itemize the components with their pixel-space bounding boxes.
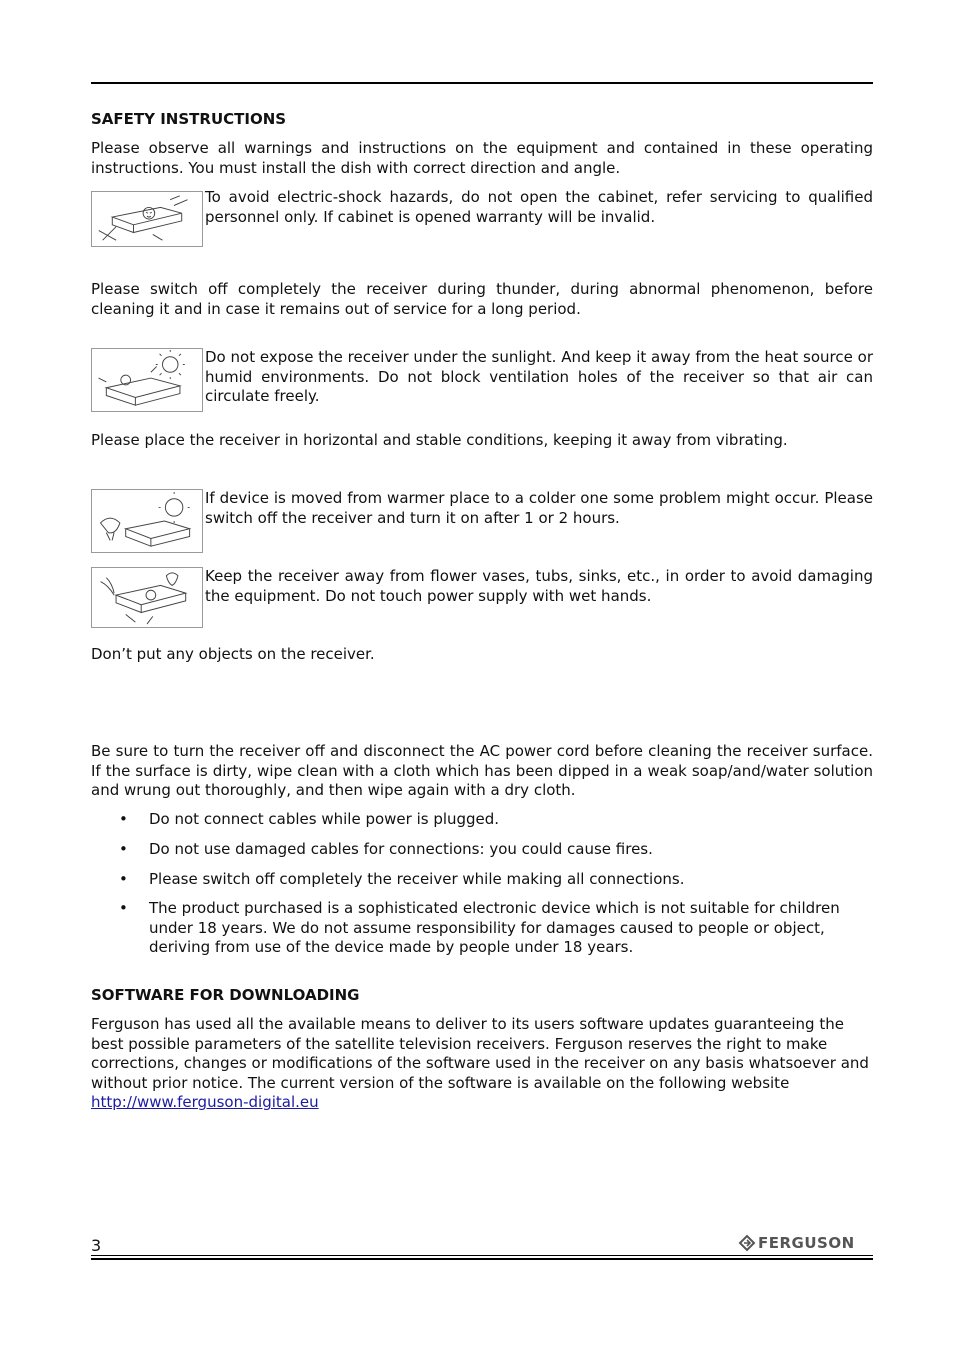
footer-rule-thin bbox=[91, 1255, 873, 1256]
list-item: • Do not use damaged cables for connections: you could cause fires. bbox=[119, 839, 653, 858]
bullet-icon: • bbox=[119, 810, 128, 828]
safety-bullet-list bbox=[91, 810, 873, 958]
intro-paragraph: Please observe all warnings and instructions on the equipment and contained in these operating instructions. You must install the dish with correct direction and angle. bbox=[91, 139, 873, 177]
bullet-icon: • bbox=[119, 839, 128, 858]
header-rule bbox=[91, 82, 873, 84]
brand-name: FERGUSON bbox=[758, 1234, 855, 1252]
warning-temperature-text: If device is moved from warmer place to a colder one some problem might occur. Please switch off the receiver and turn it on after 1 or 2 hours. bbox=[205, 489, 873, 527]
software-paragraph: Ferguson has used all the available means to deliver to its users software updates guaranteeing the best possible parameters of the satellite television receivers. Ferguson reserves the right to make corrections, changes or modifications of the software used in the receiver on any basis whatsoever and without prior notice. The current version of the software is available on the following website http://www.ferguson-digital.eu bbox=[91, 1015, 869, 1112]
ferguson-mark-icon bbox=[738, 1234, 756, 1252]
objects-paragraph: Don’t put any objects on the receiver. bbox=[91, 645, 375, 663]
no-open-cabinet-illustration-icon bbox=[91, 191, 203, 247]
warning-cabinet-text: To avoid electric-shock hazards, do not open the cabinet, refer servicing to qualified personnel only. If cabinet is opened warranty will be invalid. bbox=[205, 188, 873, 226]
bullet-icon: • bbox=[119, 869, 128, 888]
temperature-change-illustration-icon bbox=[91, 489, 203, 553]
cleaning-paragraph: Be sure to turn the receiver off and disconnect the AC power cord before cleaning the receiver surface. If the surface is dirty, wipe clean with a cloth which has been dipped in a weak soap/and/water solution and wrung out thoroughly, and then wipe again with a dry cloth. bbox=[91, 742, 873, 800]
water-vase-illustration-icon bbox=[91, 567, 203, 628]
sunlight-heat-illustration-icon bbox=[91, 348, 203, 412]
bullet-icon: • bbox=[119, 899, 128, 918]
thunder-paragraph: Please switch off completely the receiver during thunder, during abnormal phenomenon, before cleaning it and in case it remains out of service for a long period. bbox=[91, 280, 873, 318]
ferguson-website-link[interactable]: http://www.ferguson-digital.eu bbox=[91, 1093, 319, 1112]
safety-instructions-heading: SAFETY INSTRUCTIONS bbox=[91, 110, 287, 128]
warning-water-text: Keep the receiver away from flower vases, tubs, sinks, etc., in order to avoid damaging the equipment. Do not touch power supply with wet hands. bbox=[205, 567, 873, 605]
list-item: • Do not connect cables while power is plugged. bbox=[119, 810, 500, 828]
footer-rule-thick bbox=[91, 1258, 873, 1260]
list-item: • The product purchased is a sophisticated electronic device which is not suitable for children under 18 years. We do not assume responsibility for damages caused to people or object, deriving from use of the device made by people under 18 years. bbox=[119, 899, 840, 957]
page-number: 3 bbox=[91, 1236, 102, 1255]
warning-sunlight-text: Do not expose the receiver under the sunlight. And keep it away from the heat source or humid environments. Do not block ventilation holes of the receiver so that air can circulate freely. bbox=[205, 348, 873, 406]
horizontal-paragraph: Please place the receiver in horizontal and stable conditions, keeping it away from vibrating. bbox=[91, 431, 788, 449]
ferguson-logo-icon bbox=[738, 1233, 872, 1253]
list-item: • Please switch off completely the receiver while making all connections. bbox=[119, 869, 685, 888]
software-heading: SOFTWARE FOR DOWNLOADING bbox=[91, 986, 360, 1004]
